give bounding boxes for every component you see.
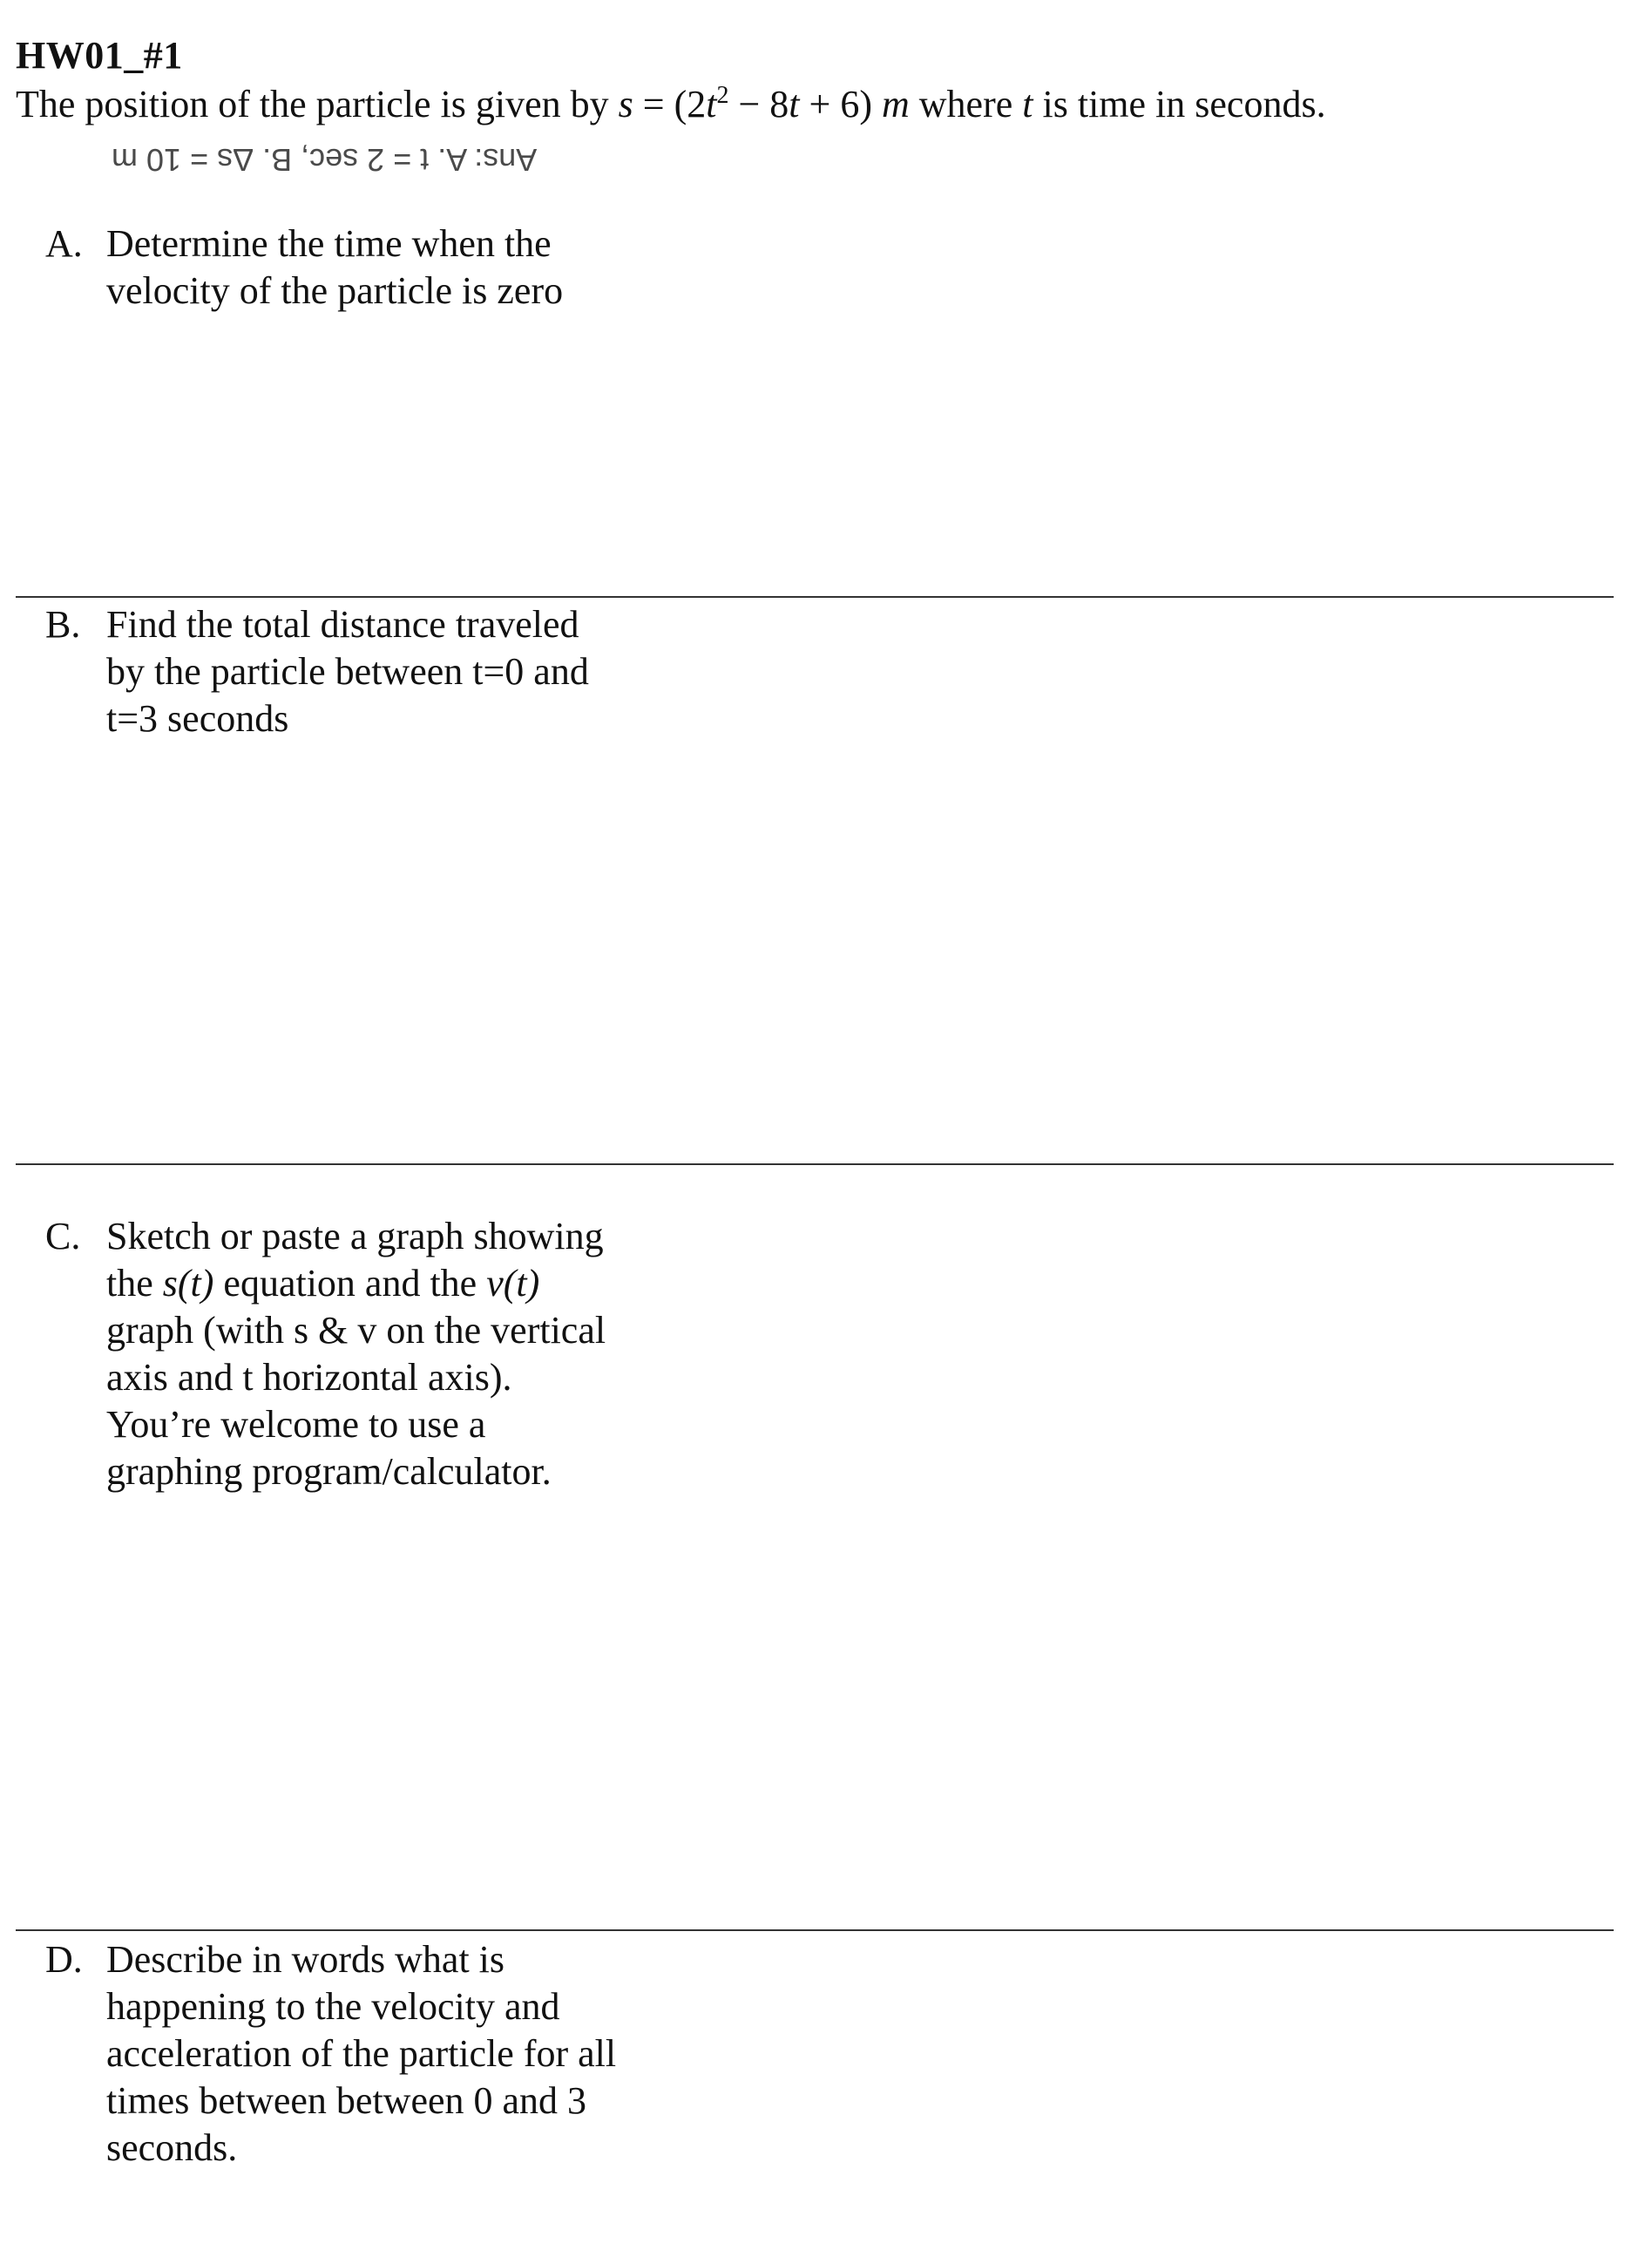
eq-mid: − 8	[728, 83, 789, 125]
section-divider	[16, 1929, 1614, 1931]
question-text	[106, 1936, 716, 2172]
question-c	[45, 1213, 716, 1495]
question-line	[106, 1260, 716, 1307]
question-line: Sketch or paste a graph showing	[106, 1215, 604, 1257]
section-divider	[16, 596, 1614, 598]
question-line: happening to the velocity and	[106, 1985, 560, 2028]
answer-key-upside-down: Ans: A. t = 2 sec, B. Δs = 10 m	[112, 142, 538, 178]
eq-exp: 2	[716, 82, 729, 109]
statement-lead: The position of the particle is given by	[16, 83, 619, 125]
eq-s: s	[618, 83, 633, 125]
question-letter: D.	[45, 1938, 83, 1981]
statement-tail: is time in seconds.	[1032, 83, 1326, 125]
question-line: Determine the time when the	[106, 222, 552, 265]
question-text	[106, 1213, 716, 1495]
question-line: Describe in words what is	[106, 1938, 505, 1981]
question-letter: B.	[45, 603, 81, 646]
question-b	[45, 601, 716, 742]
question-line: Find the total distance traveled	[106, 603, 579, 646]
eq-t2: t	[789, 83, 800, 125]
question-a	[45, 220, 716, 315]
question-line: graph (with s & v on the vertical	[106, 1309, 606, 1352]
text-run: the	[106, 1262, 163, 1305]
question-line: acceleration of the particle for all	[106, 2032, 617, 2075]
question-line: graphing program/calculator.	[106, 1450, 552, 1493]
text-run: equation and the	[213, 1262, 487, 1305]
question-letter: A.	[45, 222, 83, 265]
question-text	[106, 220, 716, 315]
question-text	[106, 601, 716, 742]
question-line: t=3 seconds	[106, 697, 289, 740]
eq-eq: = (2	[633, 83, 707, 125]
section-divider	[16, 1163, 1614, 1165]
eq-end: + 6)	[799, 83, 882, 125]
problem-statement	[16, 82, 1326, 126]
question-line: velocity of the particle is zero	[106, 269, 564, 312]
statement-t: t	[1022, 83, 1033, 125]
question-line: You’re welcome to use a	[106, 1403, 486, 1446]
statement-where: where	[909, 83, 1023, 125]
v-of-t: v(t)	[486, 1262, 540, 1305]
eq-unit: m	[881, 83, 910, 125]
question-line: seconds.	[106, 2126, 238, 2169]
eq-t1: t	[706, 83, 717, 125]
question-d	[45, 1936, 716, 2172]
s-of-t: s(t)	[162, 1262, 214, 1305]
question-line: axis and t horizontal axis).	[106, 1356, 512, 1399]
question-line: by the particle between t=0 and	[106, 650, 589, 693]
question-line: times between between 0 and 3	[106, 2079, 587, 2122]
page-title: HW01_#1	[16, 34, 183, 77]
question-letter: C.	[45, 1215, 81, 1257]
